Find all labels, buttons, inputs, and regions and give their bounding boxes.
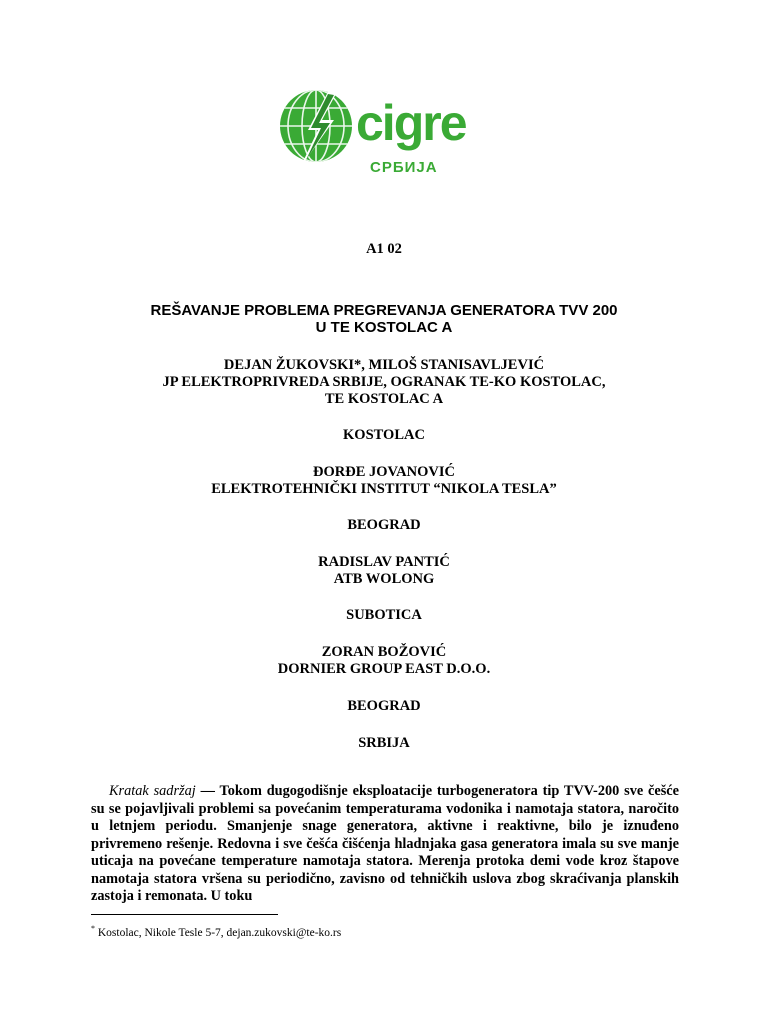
author-block-3	[0, 554, 768, 588]
author-line: TE KOSTOLAC A	[324, 391, 444, 407]
logo-country-text: СРБИЈА	[370, 159, 438, 176]
author-line: DORNIER GROUP EAST D.O.O.	[277, 661, 491, 677]
cigre-logo	[278, 86, 490, 176]
author-city: KOSTOLAC	[343, 427, 425, 443]
footnote-text: Kostolac, Nikole Tesle 5-7, dejan.zukovski@te-ko.rs	[95, 926, 342, 939]
author-line: ZORAN BOŽOVIĆ	[321, 644, 447, 660]
author-line: DEJAN ŽUKOVSKI*, MILOŠ STANISAVLJEVIĆ	[223, 357, 545, 373]
paper-title	[0, 302, 768, 336]
author-line: ĐORĐE JOVANOVIĆ	[313, 464, 455, 480]
logo-brand-text: cigre	[356, 95, 466, 151]
paper-code: A1 02	[366, 241, 402, 257]
author-city: BEOGRAD	[347, 517, 421, 533]
author-block-4	[0, 644, 768, 678]
author-line: RADISLAV PANTIĆ	[318, 554, 450, 570]
author-line: ELEKTROTEHNIČKI INSTITUT “NIKOLA TESLA”	[211, 481, 557, 497]
title-line: U TE KOSTOLAC A	[315, 319, 453, 336]
globe-lightning-icon	[278, 86, 490, 176]
abstract	[91, 783, 679, 906]
abstract-dash: —	[195, 783, 220, 799]
footnote	[91, 922, 341, 940]
footnote-rule	[91, 914, 278, 915]
author-line: JP ELEKTROPRIVREDA SRBIJE, OGRANAK TE-KO KOSTOLAC,	[162, 374, 606, 390]
title-line: REŠAVANJE PROBLEMA PREGREVANJA GENERATORA TVV 200	[150, 302, 618, 319]
author-city: BEOGRAD	[347, 698, 421, 714]
author-block-1	[0, 357, 768, 408]
author-line: ATB WOLONG	[333, 571, 435, 587]
footnote-marker: *	[91, 924, 95, 933]
author-block-2	[0, 464, 768, 498]
abstract-lead: Kratak sadržaj	[109, 783, 196, 799]
paper-country: SRBIJA	[358, 735, 410, 751]
author-city: SUBOTICA	[346, 607, 422, 623]
abstract-text: Tokom dugogodišnje eksploatacije turbogeneratora tip TVV-200 sve češće su se pojavljivali problemi sa povećanim temperaturama vodonika i namotaja statora, naročito u letnjem periodu. Smanjenje snage generatora, aktivne i reaktivne, bilo je iznuđeno privremeno rešenje. Redovna i sve češća čišćenja hladnjaka gasa generatora imala su sve manje uticaja na povećane temperature namotaja statora. Merenja protoka demi vode kroz štapove namotaja statora vršena su periodično, zavisno od tehničkih uslova zbog skraćivanja planskih zastoja i remonata. U toku	[91, 783, 680, 904]
